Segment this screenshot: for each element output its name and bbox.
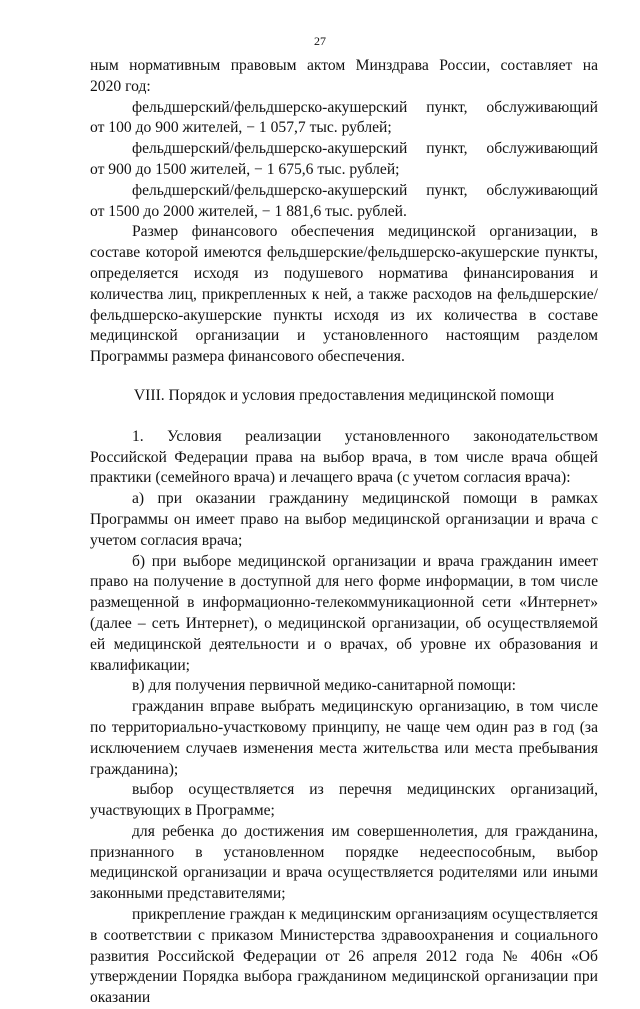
fap-item-word: пункт, [426,140,468,158]
fap-item-head [90,98,598,119]
paragraph-item-c: в) для получения первичной медико-санитарной помощи: [132,677,516,695]
intro-line-2: 2020 год: [90,77,151,95]
fap-item-head [90,139,598,160]
fap-item-word: пункт, [426,181,468,199]
paragraph-minors: для ребенка до достижения им совершеннолетия, для гражданина, признанного в установленном порядке недееспособным, выбор медицинской организации и врача осуществляется родителями или иными законными представителями; [90,822,598,903]
fap-item [90,181,598,223]
fap-item-type: фельдшерский/фельдшерско-акушерский [132,140,408,158]
paragraph-organization-choice: гражданин вправе выбрать медицинскую организацию, в том числе по территориально-участковому принципу, не чаще чем один раз в год (за исключением случаев изменения места жительства или места пребывания гражданина); [90,698,598,778]
fap-item-serving: обслуживающий [486,181,598,199]
paragraph-program-list: выбор осуществляется из перечня медицинских организаций, участвующих в Программе; [90,781,598,820]
intro-line-1: ным нормативным правовым актом Минздрава России, составляет на [90,57,598,74]
fap-item-serving: обслуживающий [486,98,598,116]
fap-item-type: фельдшерский/фельдшерско-акушерский [132,181,408,199]
fap-item-range: от 1500 до 2000 жителей, − 1 881,6 тыс. рублей. [90,202,407,220]
fap-item-head [90,181,598,202]
paragraph-item-b: б) при выборе медицинской организации и врача гражданин имеет право на получение в доступной для него форме информации, в том числе размещенной в информационно-телекоммуникационной сети «Интернет» (далее – сеть Интернет), о медицинской организации, об осуществляемой ей медицинской деятельности и о врачах, об уровне их образования и квалификации; [90,552,598,674]
paragraph-attachment-order: прикрепление граждан к медицинским организациям осуществляется в соответствии с приказом Министерства здравоохранения и социального развития Российской Федерации от 26 апреля 2012 года № 406н «Об утверждении Порядка выбора гражданином медицинской организации при оказании [90,906,598,1007]
section-heading: VIII. Порядок и условия предоставления медицинской помощи [133,386,555,404]
fap-item-type: фельдшерский/фельдшерско-акушерский [132,98,408,116]
fap-item [90,98,598,140]
fap-item-range: от 100 до 900 жителей, − 1 057,7 тыс. рублей; [90,119,392,137]
fap-item [90,139,598,181]
fap-item-serving: обслуживающий [486,140,598,158]
page-body [90,56,598,1009]
fap-item-word: пункт, [426,98,468,116]
page-number: 27 [314,34,326,48]
paragraph-item-a: а) при оказании гражданину медицинской помощи в рамках Программы он имеет право на выбор медицинской организации и врача с учетом согласия врача; [90,490,598,549]
fap-item-range: от 900 до 1500 жителей, − 1 675,6 тыс. рублей; [90,160,400,178]
paragraph-choice-of-doctor: 1. Условия реализации установленного законодательством Российской Федерации права на выбор врача, в том числе врача общей практики (семейного врача) и лечащего врача (с учетом согласия врача): [90,427,598,487]
finance-paragraph: Размер финансового обеспечения медицинской организации, в составе которой имеются фельдшерские/фельдшерско-акушерские пункты, определяется исходя из подушевого норматива финансирования и количества лиц, прикрепленных к ней, а также расходов на фельдшерские/фельдшерско-акушерские пункты исходя из их количества в составе медицинской организации и установленного настоящим разделом Программы размера финансового обеспечения. [90,223,598,366]
